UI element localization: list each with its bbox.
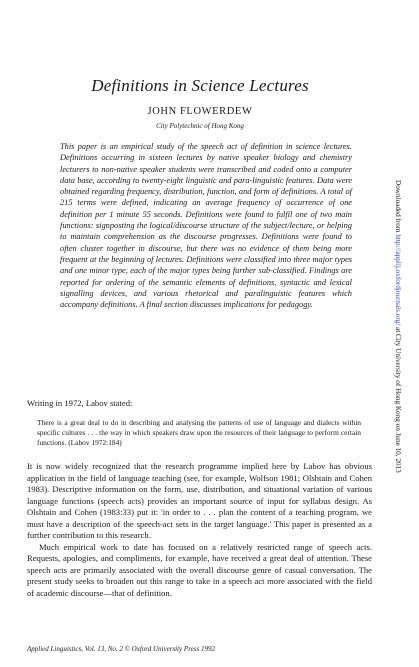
body-text [27, 461, 372, 599]
author-name: JOHN FLOWERDEW [147, 106, 253, 117]
lead-in-sentence: Writing in 1972, Labov stated: [27, 398, 133, 408]
paragraph-2: Much empirical work to date has focused on a relatively restricted range of speech acts. Requests, apologies, and compliments, for example, have received a great deal of attention. These speech acts are primarily associated with the overall discourse genre of casual conversation. The present study seeks to broaden out this range to take in a speech act more associated with the field of academic discourse—that of definition. [27, 541, 372, 598]
download-notice [393, 180, 403, 473]
download-suffix: at City University of Hong Kong on June 10, 2013 [394, 325, 402, 473]
author-affiliation: City Polytechnic of Hong Kong [156, 122, 244, 130]
article-title: Definitions in Science Lectures [91, 76, 309, 95]
download-prefix: Downloaded from [394, 180, 402, 235]
block-quote: There is a great deal to do in describing and analysing the patterns of use of language and dialects within specific cultures . . . the way in which speakers draw upon the resources of their language to perform certain functions. (Labov 1972:184) [37, 418, 361, 447]
journal-citation: Applied Linguistics, Vol. 13, No. 2 © Oxford University Press 1992 [27, 645, 215, 653]
abstract: This paper is an empirical study of the speech act of definition in science lectures. Definitions occurring in sixteen lectures by native speaker biology and chemistry lecturers to non-native speaker students were transcribed and coded onto a computer data base, according to twenty-eight linguistic and para-linguistic features. Data were obtained regarding frequency, distribution, function, and form of definitions. A total of 215 terms were defined, indicating an average frequency of occurrence of one definition per 1 minute 55 seconds. Definitions were found to fulfil one of two main functions: signposting the logical/discourse structure of the subject/lecture, or helping to maintain comprehension as the discourse progresses. Definitions were found to often cluster together in discourse, but there was no evidence of them being more frequent at the beginning of lectures. Definitions were classified into three major types and one minor type, each of the major types being further sub-classified. Findings are reported for ordering of the semantic elements of definitions, syntactic and lexical signalling devices, and various rhetorical and paralinguistic features which accompany definitions. A final section discusses implications for pedagogy. [60, 142, 352, 310]
paragraph-1: It is now widely recognized that the research programme implied here by Labov has obvious application in the field of language teaching (see, for example, Wolfson 1981; Olshtain and Cohen 1983). Descriptive information on the form, use, distribution, and situational variation of various language functions (speech acts) provides an important source of input for syllabus design. As Olshtain and Cohen (1983:33) put it: 'in order to . . . plan the content of a teaching program, we must have a description of the speech-act sets in the target language.' This paper is presented as a further contribution to this research. [27, 461, 372, 540]
journal-url-link[interactable]: http://applij.oxfordjournals.org/ [394, 234, 402, 326]
